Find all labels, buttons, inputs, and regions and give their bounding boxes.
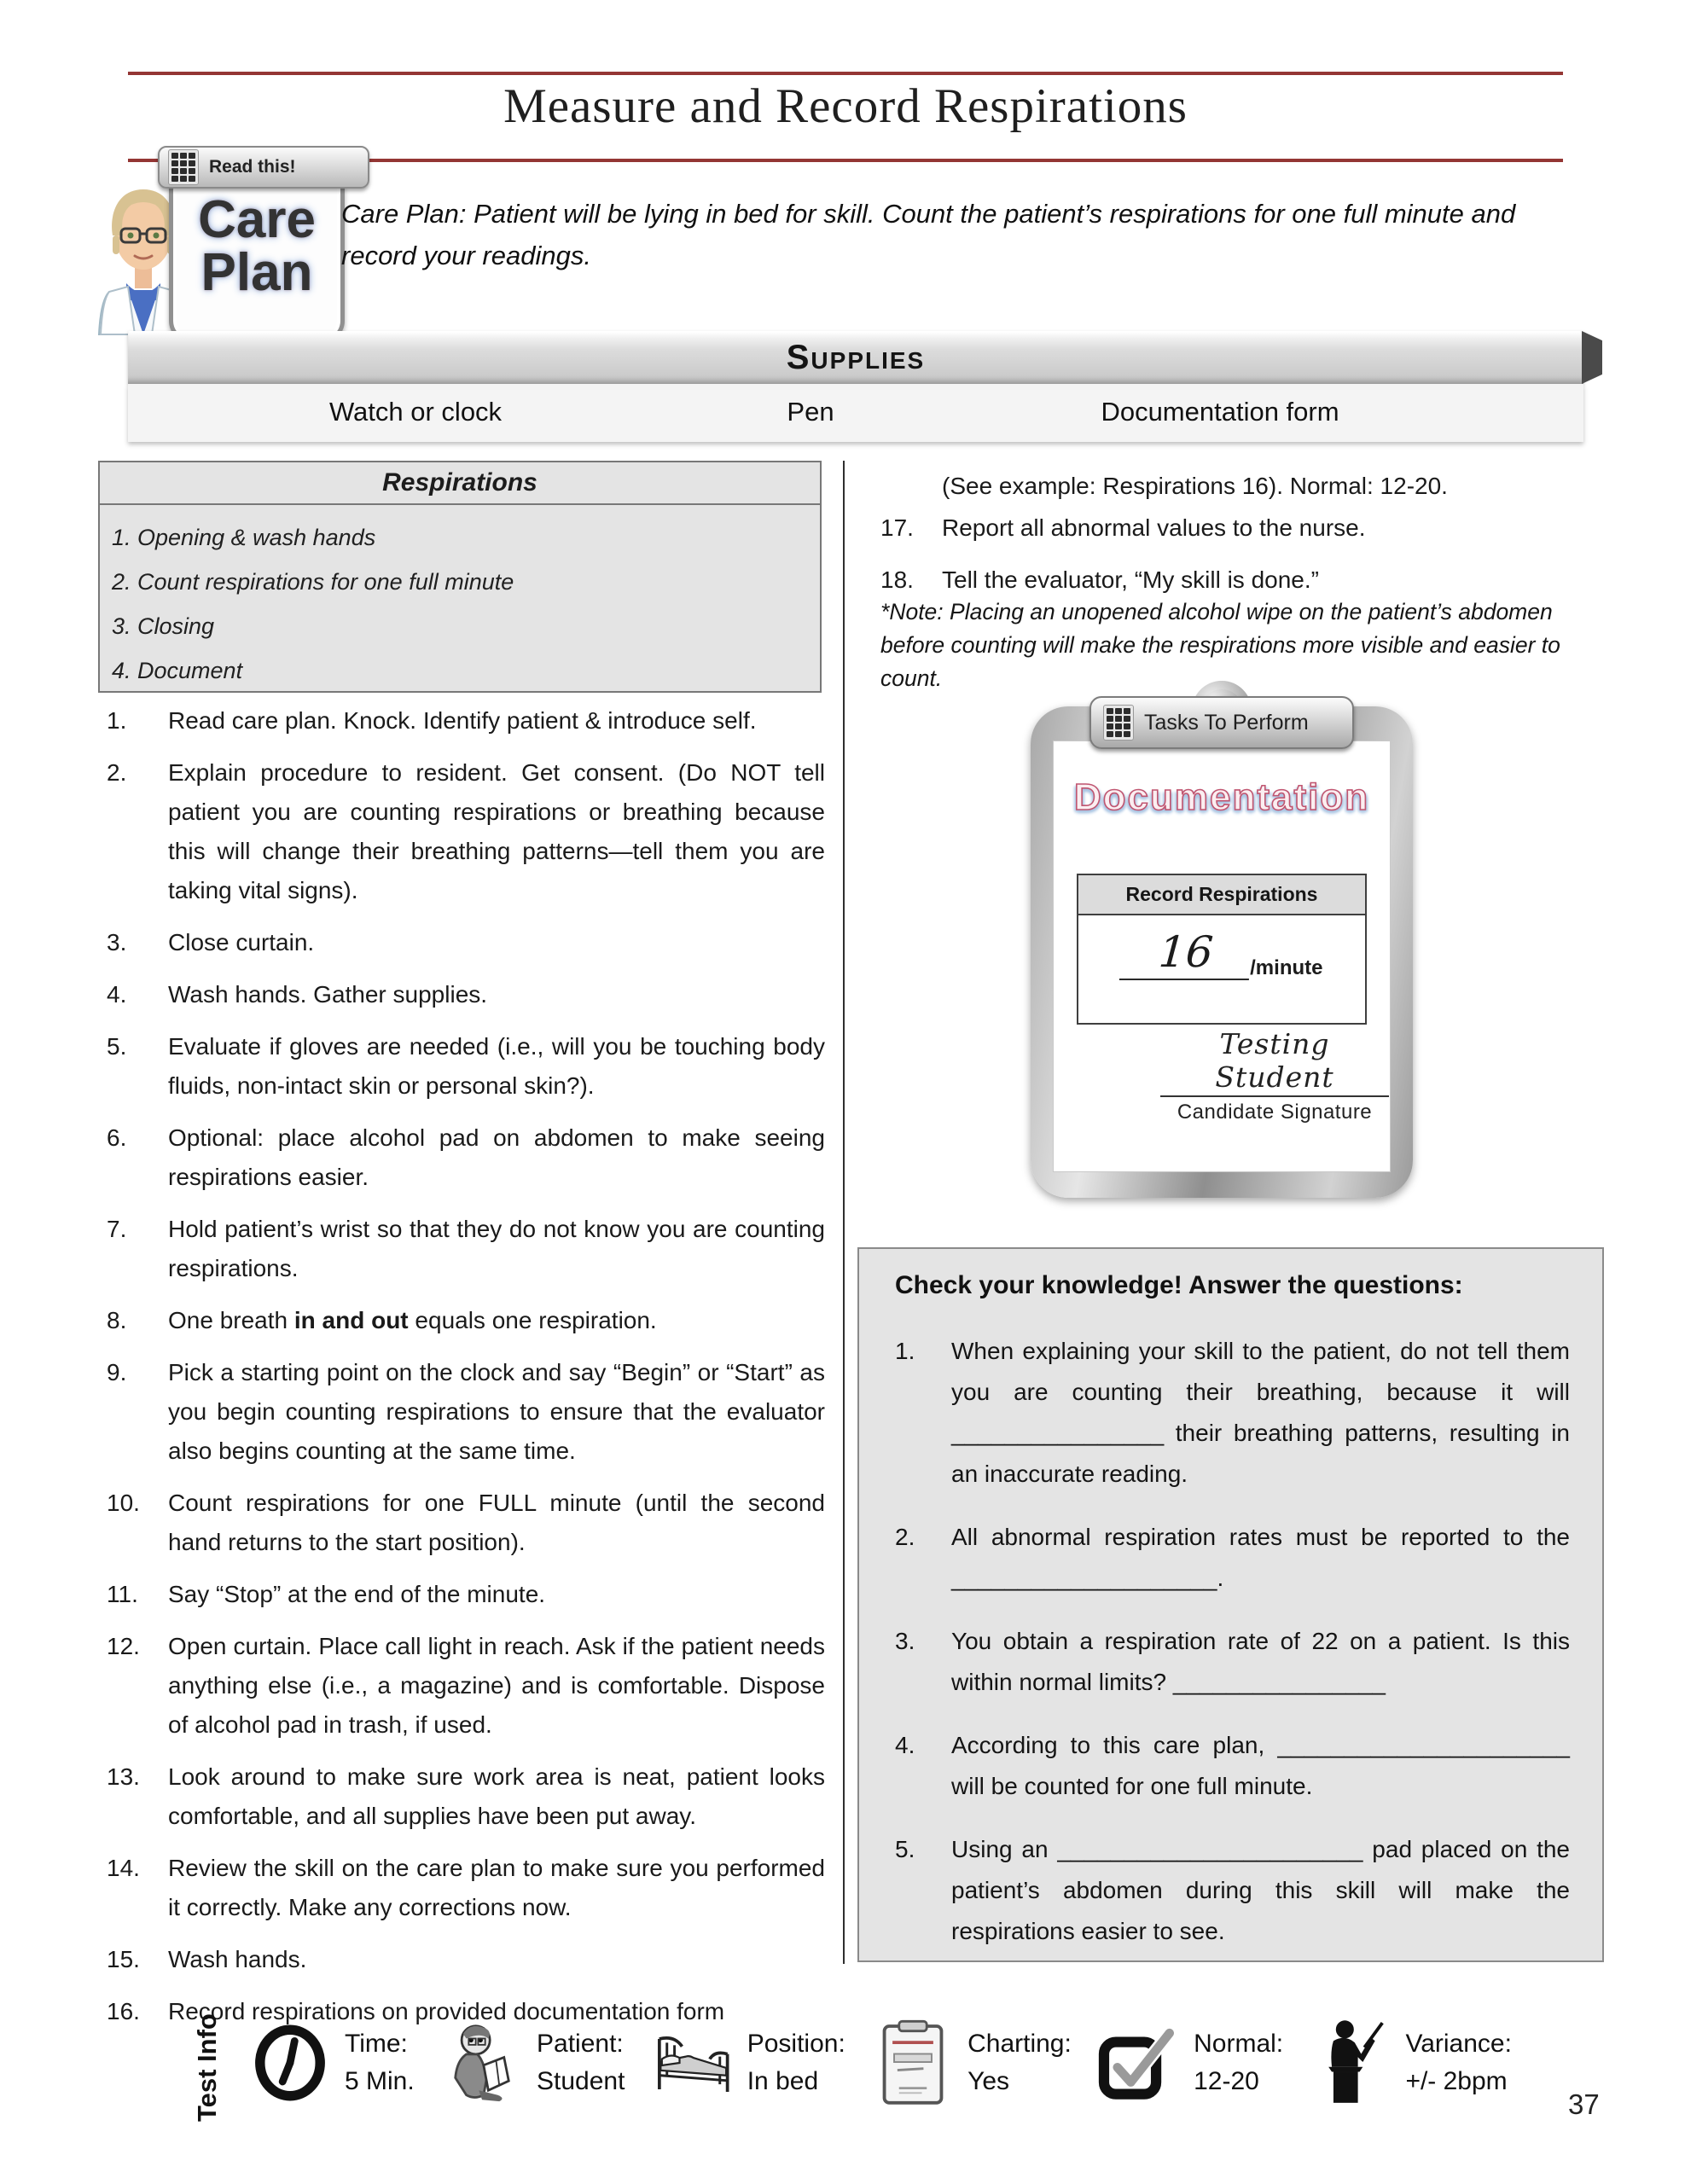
- respirations-box-item: 4. Document: [112, 658, 243, 683]
- supplies-row: [128, 384, 1583, 442]
- supplies-header-bar: [128, 331, 1583, 384]
- step-number: 13.: [107, 1763, 140, 1790]
- test-info-text: Charting: Yes: [967, 2030, 1072, 2095]
- step-number: 1.: [107, 707, 127, 734]
- supplies-header: Supplies: [786, 338, 926, 376]
- signature-block: [1160, 1027, 1389, 1124]
- student-reading-icon: [443, 2017, 521, 2109]
- step-item: 9. Pick a starting point on the clock and say “Begin” or “Start” as you begin counting respirations to ensure that the evaluator also begins counting at the same time.: [107, 1353, 825, 1471]
- tasks-to-perform-label: Tasks To Perform: [1144, 710, 1309, 735]
- charting-form-icon: [876, 2017, 950, 2109]
- respirations-summary-box: [98, 461, 822, 693]
- read-this-label: Read this!: [209, 157, 296, 177]
- page-title: Measure and Record Respirations: [503, 79, 1188, 133]
- column-divider: [843, 461, 845, 1964]
- checkbox-icon: [1098, 2015, 1180, 2111]
- step-item: 5. Evaluate if gloves are needed (i.e., will you be touching body fluids, non-intact skin or personal skin?).: [107, 1027, 825, 1106]
- test-info-text: Normal: 12-20: [1194, 2030, 1284, 2095]
- question-number: 1.: [895, 1338, 915, 1364]
- test-info-text: Variance: +/- 2bpm: [1405, 2030, 1512, 2095]
- presenter-podium-icon: [1314, 2017, 1387, 2109]
- test-info-entry: [249, 2015, 415, 2111]
- keypad-icon: [168, 149, 199, 185]
- step-item: 15. Wash hands.: [107, 1940, 825, 1979]
- step-number: 10.: [107, 1490, 140, 1516]
- read-this-tab: [158, 146, 369, 189]
- step-item: 12. Open curtain. Place call light in reach. Ask if the patient needs anything else (i.e., a magazine) and is comfortable. Dispose of alcohol pad in trash, if used.: [107, 1627, 825, 1745]
- page-number: 37: [1568, 2088, 1600, 2120]
- step-number: 8.: [107, 1307, 127, 1333]
- step-16-continuation: (See example: Respirations 16). Normal: 12-20.: [942, 473, 1448, 499]
- respirations-box-item: 1. Opening & wash hands: [112, 525, 376, 550]
- supplies-bar-edge: [1582, 331, 1602, 384]
- step-item: 11. Say “Stop” at the end of the minute.: [107, 1575, 825, 1614]
- checkbox-icon: [1098, 2020, 1180, 2106]
- step-item: 1. Read care plan. Knock. Identify patient & introduce self.: [107, 701, 825, 741]
- step-number: 4.: [107, 981, 127, 1008]
- step-number: 16.: [107, 1998, 140, 2024]
- question-number: 5.: [895, 1836, 915, 1862]
- check-knowledge-title: Check your knowledge! Answer the questions:: [895, 1271, 1463, 1299]
- note-text: *Note: Placing an unopened alcohol wipe on the patient’s abdomen before counting will make the respirations more visible and easier to count.: [880, 599, 1560, 691]
- check-knowledge-box: [857, 1247, 1604, 1962]
- knowledge-questions-list: [895, 1331, 1570, 1952]
- step-item: 4. Wash hands. Gather supplies.: [107, 975, 825, 1014]
- step-item: 8. One breath in and out equals one respiration.: [107, 1301, 825, 1340]
- respiration-unit: /minute: [1250, 956, 1323, 979]
- step-item: 3. Close curtain.: [107, 923, 825, 962]
- step-number: 12.: [107, 1633, 140, 1659]
- respirations-box-title: Respirations: [100, 462, 820, 505]
- question-number: 4.: [895, 1732, 915, 1758]
- test-info-text: Position: In bed: [747, 2030, 845, 2095]
- test-info-entry: [652, 2015, 845, 2111]
- care-plan-board: [169, 157, 345, 343]
- step-item: 10. Count respirations for one FULL minute (until the second hand returns to the start position).: [107, 1484, 825, 1562]
- test-info-entry: [1098, 2015, 1283, 2111]
- step-number: 9.: [107, 1359, 127, 1385]
- step-number: 6.: [107, 1124, 127, 1151]
- clock-icon: [253, 2020, 328, 2106]
- supply-item: Pen: [787, 397, 834, 427]
- respirations-box-items: [100, 505, 820, 693]
- step-number: 18.: [880, 566, 914, 593]
- test-info-text: Patient: Student: [537, 2030, 625, 2095]
- charting-icon: [872, 2015, 954, 2111]
- record-respirations-header: Record Respirations: [1078, 875, 1365, 915]
- record-respirations-table: [1077, 874, 1367, 1025]
- step-number: 5.: [107, 1033, 127, 1060]
- clock-icon: [249, 2015, 331, 2111]
- student-icon: [441, 2015, 523, 2111]
- step-number: 11.: [107, 1581, 138, 1607]
- step-number: 7.: [107, 1216, 127, 1242]
- step-number: 14.: [107, 1855, 140, 1881]
- test-info-label: Test Info: [192, 2013, 222, 2123]
- procedure-steps-list: [107, 701, 825, 2044]
- test-info-entry: [872, 2015, 1072, 2111]
- care-plan-text: Care Plan: Patient will be lying in bed for skill. Count the patient’s respirations for one full minute and record your readings.: [341, 199, 1516, 270]
- step-number: 3.: [107, 929, 127, 956]
- test-info-entry: [441, 2015, 625, 2111]
- respirations-box-item: 2. Count respirations for one full minute: [112, 569, 514, 595]
- clipboard-clip: [1089, 696, 1354, 749]
- step-item: 7. Hold patient’s wrist so that they do not know you are counting respirations.: [107, 1210, 825, 1288]
- question-number: 2.: [895, 1524, 915, 1550]
- record-respirations-body: [1078, 915, 1365, 1023]
- supply-item: Documentation form: [1101, 397, 1339, 427]
- step-item: 17. Report all abnormal values to the nurse.: [880, 508, 1604, 548]
- title-rule-top: [128, 72, 1563, 75]
- question-number: 3.: [895, 1628, 915, 1654]
- step-item: 2. Explain procedure to resident. Get consent. (Do NOT tell patient you are counting respirations or breathing because this will change their breathing patterns—tell them you are taking vital signs).: [107, 753, 825, 910]
- step-number: 17.: [880, 514, 914, 541]
- variance-icon: [1310, 2015, 1392, 2111]
- bed-icon: [652, 2020, 734, 2106]
- step-item: 18. Tell the evaluator, “My skill is done.”: [880, 561, 1604, 600]
- respiration-value: 16: [1118, 927, 1252, 980]
- test-info-bar: [249, 1995, 1512, 2131]
- test-info-entry: [1310, 2015, 1512, 2111]
- step-item: 14. Review the skill on the care plan to make sure you performed it correctly. Make any corrections now.: [107, 1849, 825, 1927]
- supply-item: Watch or clock: [328, 397, 503, 427]
- knowledge-question: 3. You obtain a respiration rate of 22 on a patient. Is this within normal limits? ________________: [895, 1621, 1570, 1703]
- care-plan-board-text: Care Plan: [198, 190, 316, 302]
- signature-script: Testing Student: [1160, 1027, 1389, 1097]
- step-number: 2.: [107, 759, 127, 786]
- knowledge-question: 1. When explaining your skill to the patient, do not tell them you are counting their breathing, because it will ________________ their breathing patterns, resulting in an inaccurate reading.: [895, 1331, 1570, 1495]
- keypad-icon: [1103, 705, 1134, 741]
- knowledge-question: 2. All abnormal respiration rates must be reported to the ____________________.: [895, 1517, 1570, 1599]
- step-item: 6. Optional: place alcohol pad on abdomen to make seeing respirations easier.: [107, 1118, 825, 1197]
- bed-icon: [652, 2015, 734, 2111]
- respirations-box-item: 3. Closing: [112, 613, 215, 639]
- test-info-text: Time: 5 Min.: [345, 2030, 415, 2095]
- signature-label: Candidate Signature: [1177, 1101, 1373, 1124]
- step-number: 15.: [107, 1946, 140, 1972]
- documentation-clipboard: [1031, 694, 1413, 1198]
- documentation-wordart: Documentation: [1073, 776, 1370, 818]
- knowledge-question: 4. According to this care plan, ______________________ will be counted for one full minute.: [895, 1725, 1570, 1807]
- step-item: 16. Record respirations on provided documentation form: [107, 1992, 825, 2031]
- knowledge-question: 5. Using an _______________________ pad placed on the patient’s abdomen during this skill will make the respirations easier to see.: [895, 1829, 1570, 1952]
- step-item: 13. Look around to make sure work area is neat, patient looks comfortable, and all supplies have been put away.: [107, 1757, 825, 1836]
